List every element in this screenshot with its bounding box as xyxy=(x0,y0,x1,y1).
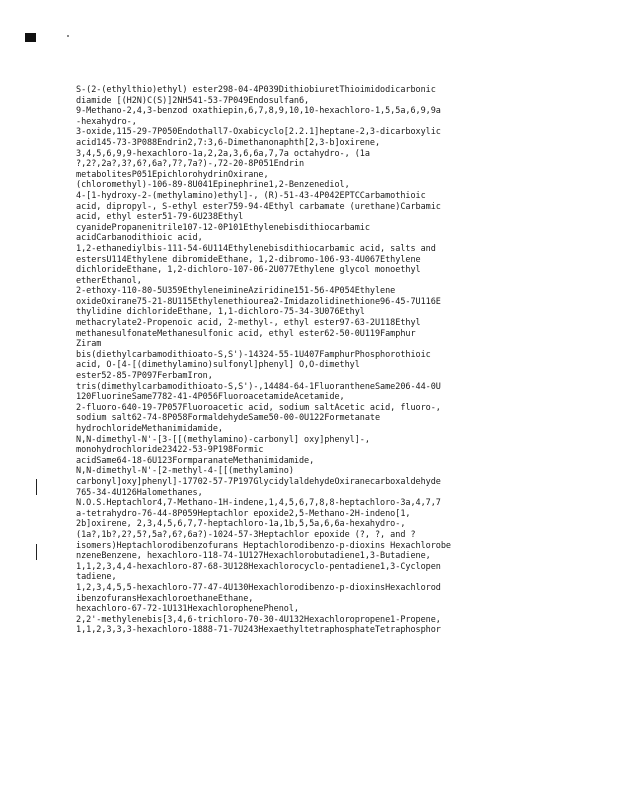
scan-corner-mark xyxy=(25,33,36,42)
text-line: acid, O-[4-[(dimethylamino)sulfonyl]phenyl] O,O-dimethyl xyxy=(76,360,360,371)
text-line: 2b]oxirene, 2,3,4,5,6,7,7-heptachloro-1a,1b,5,5a,6,6a-hexahydro-, xyxy=(76,519,406,530)
text-line: ester52-85-7P097FerbamIron, xyxy=(76,371,213,382)
text-line: diamide [(H2N)C(S)]2NH541-53-7P049Endosulfan6, xyxy=(76,95,310,106)
text-line: a-tetrahydro-76-44-8P059Heptachlor epoxide2,5-Methano-2H-indeno[1, xyxy=(76,508,411,519)
text-line: Ziram xyxy=(76,339,102,350)
text-line: acidSame64-18-6U123FormparanateMethanimidamide, xyxy=(76,455,315,466)
text-line: tris(dimethylcarbamodithioato-S,S')-,14484-64-1FluorantheneSame206-44-0U xyxy=(76,381,441,392)
text-line: ibenzofuransHexachloroethaneEthane, xyxy=(76,593,254,604)
text-line: (chloromethyl)-106-89-8U041Epinephrine1,2-Benzenediol, xyxy=(76,180,350,191)
text-line: cyanidePropanenitrile107-12-0P101Ethylenebisdithiocarbamic xyxy=(76,222,370,233)
text-line: sodium salt62-74-8P058FormaldehydeSame50-00-0U122Formetanate xyxy=(76,413,381,424)
text-line: nzeneBenzene, hexachloro-118-74-1U127Hexachlorobutadiene1,3-Butadiene, xyxy=(76,551,431,562)
text-line: bis(diethylcarbamodithioato-S,S')-14324-55-1U407FamphurPhosphorothioic xyxy=(76,349,431,360)
text-line: methacrylate2-Propenoic acid, 2-methyl-, ethyl ester97-63-2U118Ethyl xyxy=(76,318,421,329)
text-line: monohydrochloride23422-53-9P198Formic xyxy=(76,445,264,456)
margin-change-bar xyxy=(36,544,37,560)
text-line: N,N-dimethyl-N'-[2-methyl-4-[[(methylamino) xyxy=(76,466,294,477)
margin-change-bar xyxy=(36,479,37,495)
text-line: estersU114Ethylene dibromideEthane, 1,2-dibromo-106-93-4U067Ethylene xyxy=(76,254,421,265)
text-line: 1,1,2,3,3,3-hexachloro-1888-71-7U243HexaethyltetraphosphateTetraphosphor xyxy=(76,625,441,636)
text-line: metabolitesP051EpichlorohydrinOxirane, xyxy=(76,169,269,180)
document-body xyxy=(76,85,556,636)
text-line: acid145-73-3P088Endrin2,7:3,6-Dimethanonaphth[2,3-b]oxirene, xyxy=(76,137,381,148)
text-line: acid, ethyl ester51-79-6U238Ethyl xyxy=(76,212,244,223)
text-line: 2,2'-methylenebis[3,4,6-trichloro-70-30-4U132Hexachloropropene1-Propene, xyxy=(76,614,441,625)
text-line: 2-ethoxy-110-80-5U359EthyleneimineAziridine151-56-4P054Ethylene xyxy=(76,286,396,297)
text-line: 1,2-ethanediylbis-111-54-6U114Ethylenebisdithiocarbamic acid, salts and xyxy=(76,243,436,254)
scan-speck xyxy=(67,35,69,37)
text-line: S-(2-(ethylthio)ethyl) ester298-04-4P039DithiobiuretThioimidodicarbonic xyxy=(76,85,436,95)
text-line: dichlorideEthane, 1,2-dichloro-107-06-2U077Ethylene glycol monoethyl xyxy=(76,265,421,276)
text-line: N,N-dimethyl-N'-[3-[[(methylamino)-carbonyl] oxy]phenyl]-, xyxy=(76,434,370,445)
text-line: etherEthanol, xyxy=(76,275,142,286)
text-line: 3,4,5,6,9,9-hexachloro-1a,2,2a,3,6,6a,7,7a octahydro-, (1a xyxy=(76,148,370,159)
text-line: acidCarbanodithioic acid, xyxy=(76,233,203,244)
text-line: isomers)Heptachlorodibenzofurans Heptachlorodibenzo-p-dioxins Hexachlorobe xyxy=(76,540,451,551)
text-line: carbonyl]oxy]phenyl]-17702-57-7P197GlycidylaldehydeOxiranecarboxaldehyde xyxy=(76,476,441,487)
text-line: hexachloro-67-72-1U131HexachlorophenePhenol, xyxy=(76,604,299,615)
text-line: 2-fluoro-640-19-7P057Fluoroacetic acid, sodium saltAcetic acid, fluoro-, xyxy=(76,402,441,413)
text-line: 1,2,3,4,5,5-hexachloro-77-47-4U130Hexachlorodibenzo-p-dioxinsHexachlorod xyxy=(76,582,441,593)
text-line: oxideOxirane75-21-8U115Ethylenethiourea2-Imidazolidinethione96-45-7U116E xyxy=(76,296,441,307)
text-line: -hexahydro-, xyxy=(76,116,137,127)
text-line: methanesulfonateMethanesulfonic acid, ethyl ester62-50-0U119Famphur xyxy=(76,328,416,339)
text-line: 765-34-4U126Halomethanes, xyxy=(76,487,203,498)
text-line: thylidine dichlorideEthane, 1,1-dichloro-75-34-3U076Ethyl xyxy=(76,307,365,318)
text-line: acid, dipropyl-, S-ethyl ester759-94-4Ethyl carbamate (urethane)Carbamic xyxy=(76,201,441,212)
text-line: ?,2?,2a?,3?,6?,6a?,7?,7a?)-,72-20-8P051Endrin xyxy=(76,159,305,170)
text-line: 120FluorineSame7782-41-4P056FluoroacetamideAcetamide, xyxy=(76,392,345,403)
text-line: 1,1,2,3,4,4-hexachloro-87-68-3U128Hexachlorocyclo-pentadiene1,3-Cyclopen xyxy=(76,561,441,572)
text-line: (1a?,1b?,2?,5?,5a?,6?,6a?)-1024-57-3Heptachlor epoxide (?, ?, and ? xyxy=(76,529,416,540)
text-line: 3-oxide,115-29-7P050Endothall7-Oxabicyclo[2.2.1]heptane-2,3-dicarboxylic xyxy=(76,127,441,138)
text-line: 4-[1-hydroxy-2-(methylamino)ethyl]-, (R)-51-43-4P042EPTCCarbamothioic xyxy=(76,190,426,201)
text-line: N.O.S.Heptachlor4,7-Methano-1H-indene,1,4,5,6,7,8,8-heptachloro-3a,4,7,7 xyxy=(76,498,441,509)
text-line: hydrochlorideMethanimidamide, xyxy=(76,424,223,434)
text-line: tadiene, xyxy=(76,572,117,583)
text-line: 9-Methano-2,4,3-benzod oxathiepin,6,7,8,9,10,10-hexachloro-1,5,5a,6,9,9a xyxy=(76,106,441,117)
